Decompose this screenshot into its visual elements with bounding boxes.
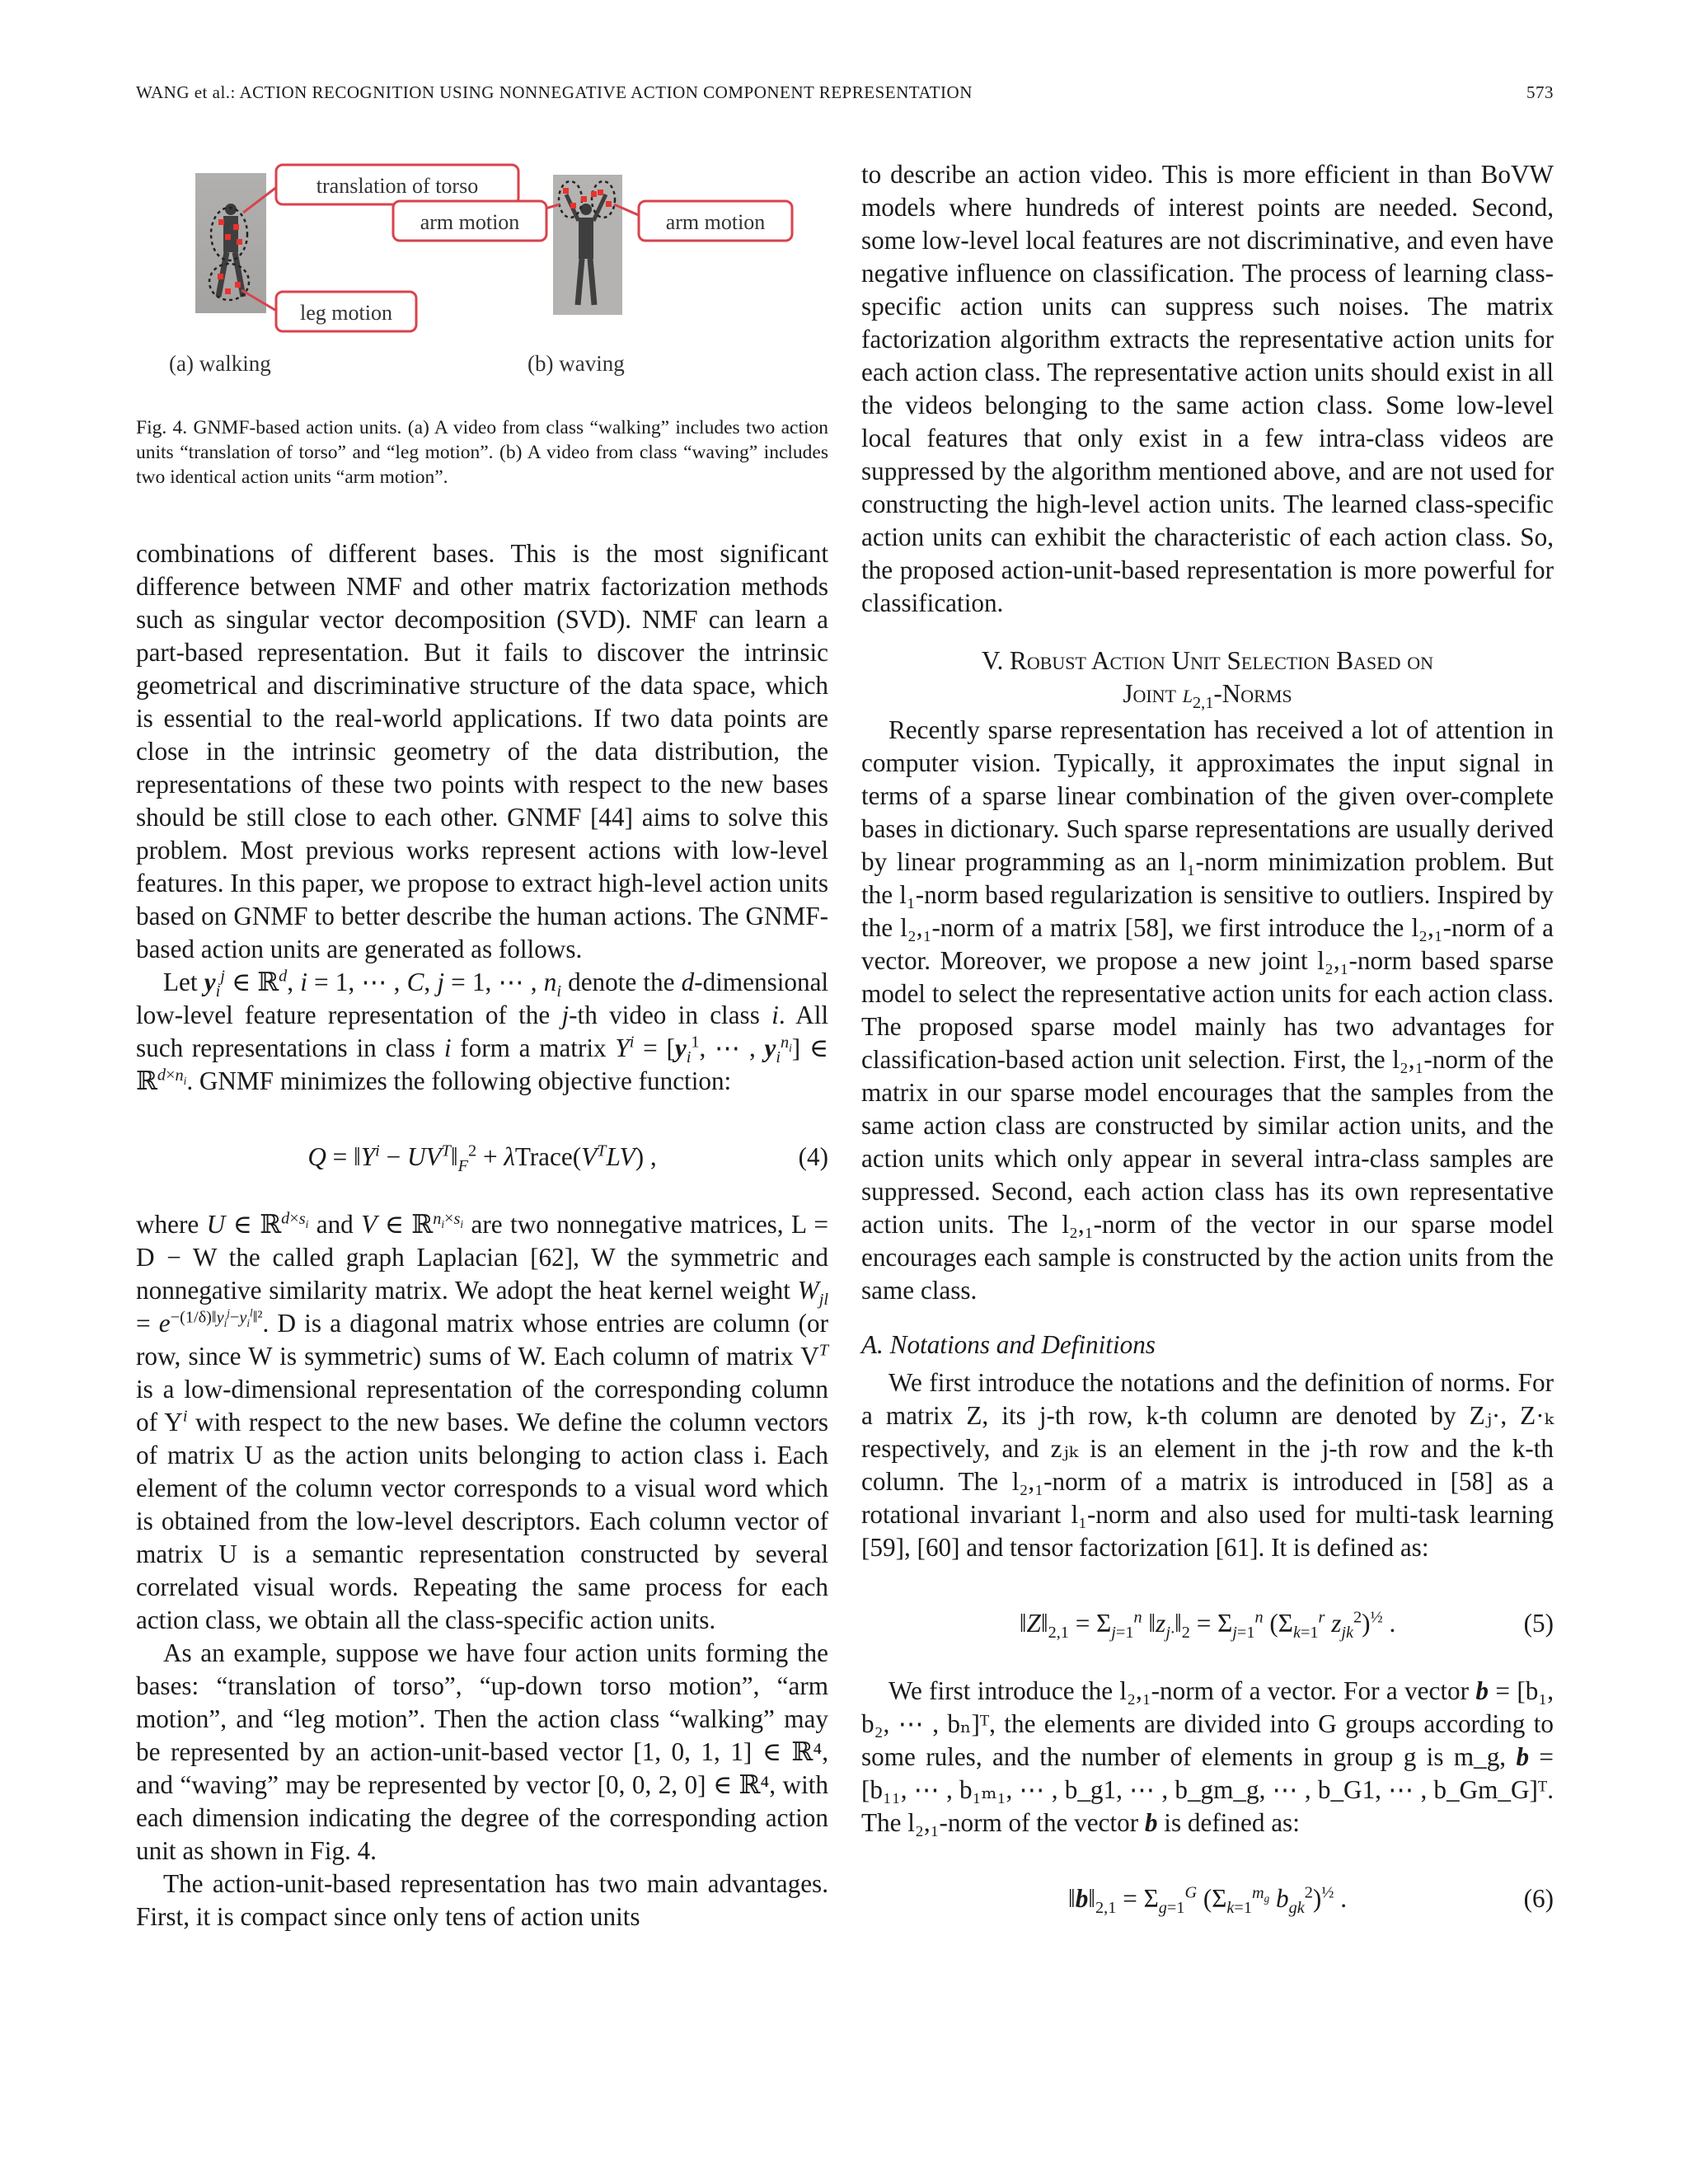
paragraph-let: Let $y_i^j$ ∈ ℝ$^d$, i = 1, ⋯ , C, j = 1, ⋯ , $n_i$ denote the d-dimensional low-level feature representation of the j-th video in class i. All such representations in class i form a matrix $Y^i = [y_i^1$, ⋯ , $y_i^{n_i}$] ∈ ℝ$^{d\times n_i}$. GNMF minimizes the following objective function: bbox=[136, 967, 829, 1095]
equation-6: $‖b‖_{2,1} = \Sigma_{g=1}^G$ ($\Sigma_{k=1}^{m_g}$ $b_{gk}^2)^{\frac{1}{2}}$ . (6) bbox=[1067, 1883, 1554, 1918]
subsection-heading: A. Notations and Definitions bbox=[861, 1330, 1156, 1359]
figure-4-image bbox=[136, 158, 828, 397]
running-title: WANG et al.: ACTION RECOGNITION USING NONNEGATIVE ACTION COMPONENT REPRESENTATION bbox=[136, 82, 973, 102]
paragraph: We first introduce the notations and the definition of norms. For a matrix Z, its j-th row, k-th column are denoted by Zⱼ·, Z·ₖ respectively, and zⱼₖ is an element in the j-th row and the k-th column. The l₂,₁-norm of a matrix is introduced in [58] as a rotational invariant l₁-norm and also used for multi-task learning [59], [60] and tensor factorization [61]. It is defined as: bbox=[861, 1368, 1554, 1562]
equation-number: (4) bbox=[798, 1142, 828, 1171]
figure-caption: Fig. 4. GNMF-based action units. (a) A video from class “walking” includes two action units “translation of torso” and “leg motion”. (b) A video from class “waving” includes two identical action units “arm motion”. bbox=[136, 417, 828, 488]
right-column bbox=[861, 158, 1554, 1950]
left-column bbox=[136, 158, 828, 1933]
equation-number: (5) bbox=[1523, 1609, 1554, 1638]
label-arm-a bbox=[393, 201, 560, 241]
svg-text:translation of torso: translation of torso bbox=[316, 174, 479, 198]
page-number: 573 bbox=[1526, 82, 1554, 102]
paragraph: combinations of different bases. This is the most significant difference between NMF and other matrix factorization methods such as singular vector decomposition (SVD). NMF can learn a part-based representation. But it fails to discover the intrinsic geometrical and discriminative structure of the data space, which is essential to the real-world applications. If two data points are close in the intrinsic geometry of the data distribution, the representations of these two points with respect to the new bases should be still close to each other. GNMF [44] aims to solve this problem. Most previous works represent actions with low-level features. In this paper, we propose to extract high-level action units based on GNMF to better describe the human actions. The GNMF-based action units are generated as follows. bbox=[136, 539, 828, 963]
equation-number: (6) bbox=[1523, 1884, 1554, 1913]
paragraph-vector: We first introduce the l₂,₁-norm of a vector. For a vector b = [b₁, b₂, ⋯ , bₙ]ᵀ, the elements are divided into G groups according to some rules, and the number of elements in group g is m_g, b = [b₁₁, ⋯ , b₁ₘ₁, ⋯ , b_g1, ⋯ , b_gm_g, ⋯ , b_G1, ⋯ , b_Gm_G]ᵀ. The l₂,₁-norm of the vector b is defined as: bbox=[861, 1676, 1554, 1837]
paragraph: Recently sparse representation has received a lot of attention in computer vision. Typically, it approximates the input signal in terms of a sparse linear combination of the given over-complete bases in dictionary. Such sparse representations are usually derived by linear programming as an l₁-norm minimization problem. But the l₁-norm based regularization is sensitive to outliers. Inspired by the l₂,₁-norm of a matrix [58], we first introduce the l₂,₁-norm of a vector. Moreover, we propose a new joint l₂,₁-norm based sparse model to select the representative action units for each action class. The proposed sparse model mainly has two advantages for classification-based action unit selection. First, the l₂,₁-norm of the matrix in our sparse model encourages that the samples from the same action class are constructed by similar action units, and the action units which only appear in several intra-class samples are suppressed. Second, each action class has its own representative action units. The l₂,₁-norm of the vector in our sparse model encourages each sample is constructed by the action units from the same class. bbox=[861, 715, 1554, 1305]
subfigure-a-label: (a) walking bbox=[169, 351, 271, 376]
paragraph-where: where U ∈ ℝ$^{d\times s_i}$ and V ∈ ℝ$^{n_i\times s_i}$ are two nonnegative matrices, L = D − W the called graph Laplacian [62], W the symmetric and nonnegative similarity matrix. We adopt the heat kernel weight $W_{jl} = e^{-(1/\delta)‖y_i^j-y_i^l‖^2}$. D is a diagonal matrix whose entries are column (or row, since W is symmetric) sums of W. Each column of matrix $V^T$ is a low-dimensional representation of the corresponding column of $Y^i$ with respect to the new bases. We define the column vectors of matrix U as the action units belonging to action class i. Each element of the column vector corresponds to a visual word which is obtained from the low-level descriptors. Each column vector of matrix U is a semantic representation constructed by several correlated visual words. Repeating the same process for each action class, we obtain all the class-specific action units. bbox=[136, 1209, 829, 1634]
label-leg bbox=[241, 290, 416, 331]
svg-text:leg motion: leg motion bbox=[300, 301, 392, 325]
label-arm-b bbox=[614, 201, 792, 241]
paragraph: As an example, suppose we have four action units forming the bases: “translation of torso”, “up-down torso motion”, “arm motion”, and “leg motion”. Then the action class “walking” may be represented by an action-unit-based vector [1, 0, 1, 1] ∈ ℝ⁴, and “waving” may be represented by vector [0, 0, 2, 0] ∈ ℝ⁴, with each dimension indicating the degree of the corresponding action unit as shown in Fig. 4. bbox=[136, 1638, 828, 1865]
paragraph: to describe an action video. This is more efficient in than BoVW models where hundreds of interest points are needed. Second, some low-level local features are not discriminative, and even have negative influence on classification. The process of learning class-specific action units can suppress such noises. The matrix factorization algorithm extracts the representative action units for each action class. The representative action units should exist in all the videos belonging to the same action class. Some low-level local features that only exist in a few intra-class videos are suppressed by the algorithm mentioned above, and are not used for constructing the high-level action units. The learned class-specific action units can exhibit the characteristic of each action class. So, the proposed action-unit-based representation is more powerful for classification. bbox=[861, 160, 1554, 617]
running-header bbox=[136, 82, 1554, 107]
equation-5: $‖Z‖_{2,1} = \Sigma_{j=1}^n$ $‖z_{j\cdot}‖_2 = \Sigma_{j=1}^n$ ($\Sigma_{k=1}^r$ $z_{jk}^2)^{\frac{1}{2}}$ . (5) bbox=[1019, 1608, 1554, 1643]
section-heading: V. Robust Action Unit Selection Based on Joint $l_{2,1}$-Norms bbox=[981, 646, 1434, 713]
figure-4 bbox=[136, 158, 828, 405]
subfigure-b-label: (b) waving bbox=[528, 351, 625, 376]
svg-text:arm motion: arm motion bbox=[420, 210, 520, 234]
svg-text:arm motion: arm motion bbox=[665, 210, 766, 234]
paragraph: The action-unit-based representation has two main advantages. First, it is compact since only tens of action units bbox=[136, 1869, 828, 1931]
equation-4: $Q = ‖Y^i$ − $UV^T‖_F^2$ + $\lambda Trace(V^TLV)$ , (4) bbox=[307, 1141, 828, 1176]
